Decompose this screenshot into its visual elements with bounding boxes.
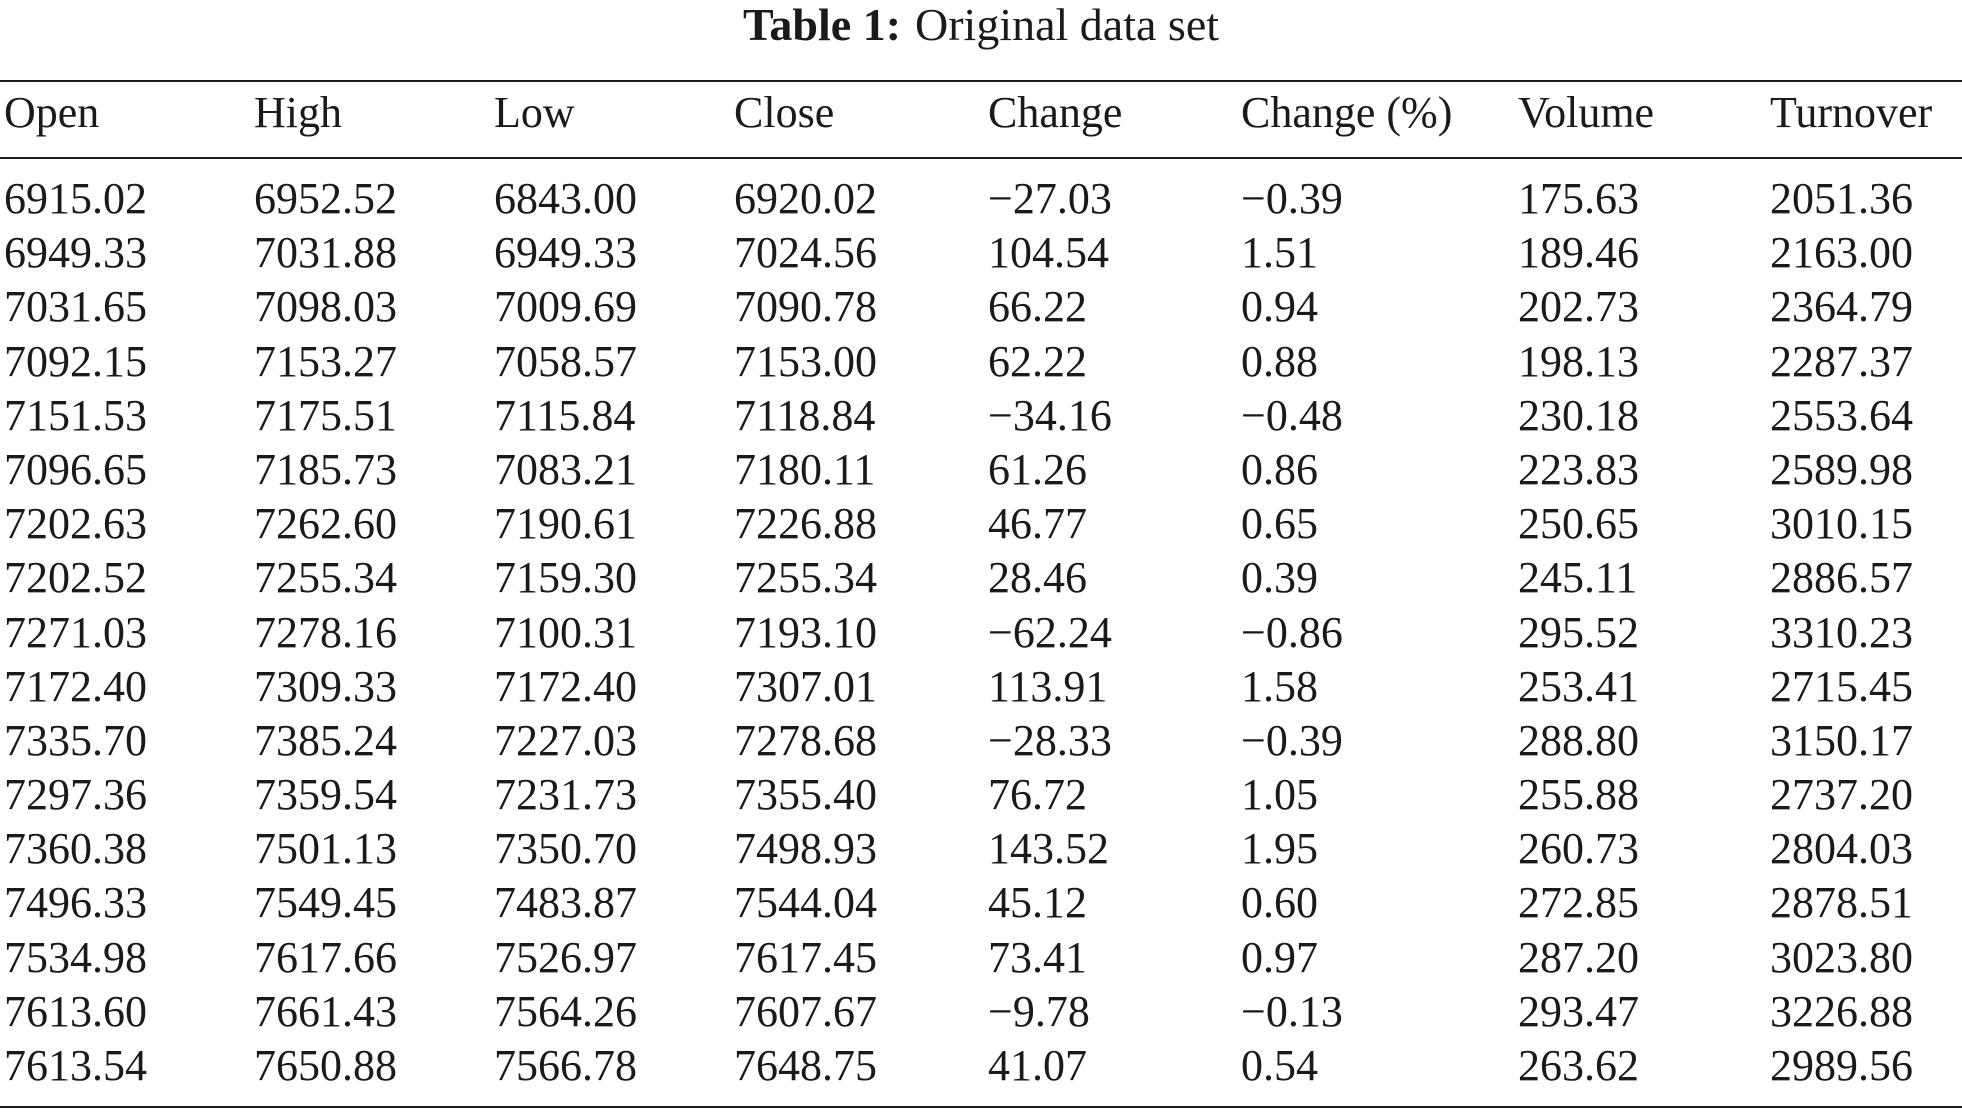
cell-change-percent: 0.94 — [1241, 282, 1318, 332]
cell-close: 7090.78 — [734, 282, 877, 332]
cell-high: 7309.33 — [254, 661, 397, 711]
cell-turnover: 2715.45 — [1770, 661, 1913, 711]
cell-low: 7009.69 — [494, 282, 637, 332]
cell-low: 6949.33 — [494, 228, 637, 278]
table-row — [0, 444, 1962, 502]
table-row — [0, 770, 1962, 827]
cell-change: 45.12 — [988, 878, 1087, 928]
cell-low: 7159.30 — [494, 553, 637, 603]
cell-change: −34.16 — [988, 390, 1112, 440]
cell-open: 7271.03 — [4, 607, 147, 657]
cell-volume: 253.41 — [1518, 661, 1639, 711]
cell-low: 7058.57 — [494, 336, 637, 386]
header-turnover: Turnover — [1770, 88, 1933, 137]
cell-high: 7650.88 — [254, 1041, 397, 1090]
cell-change: 76.72 — [988, 770, 1087, 820]
table-row — [0, 174, 1962, 231]
cell-close: 7355.40 — [734, 770, 877, 820]
cell-turnover: 2163.00 — [1770, 228, 1913, 278]
cell-change-percent: 0.39 — [1241, 553, 1318, 603]
cell-open: 7613.60 — [4, 986, 147, 1036]
cell-turnover: 2589.98 — [1770, 444, 1913, 494]
cell-turnover: 3010.15 — [1770, 499, 1913, 549]
cell-change-percent: 1.51 — [1241, 228, 1318, 278]
cell-turnover: 2804.03 — [1770, 824, 1913, 874]
header-low: Low — [494, 88, 575, 137]
header-change-percent: Change (%) — [1241, 88, 1453, 137]
cell-low: 7083.21 — [494, 444, 637, 494]
cell-low: 7100.31 — [494, 607, 637, 657]
cell-open: 7613.54 — [4, 1041, 147, 1090]
cell-open: 7031.65 — [4, 282, 147, 332]
cell-change-percent: 0.65 — [1241, 499, 1318, 549]
cell-change: 28.46 — [988, 553, 1087, 603]
cell-open: 7202.63 — [4, 499, 147, 549]
cell-change: 73.41 — [988, 932, 1087, 982]
cell-high: 7549.45 — [254, 878, 397, 928]
header-high: High — [254, 88, 342, 137]
cell-high: 6952.52 — [254, 174, 397, 223]
cell-high: 7501.13 — [254, 824, 397, 874]
cell-turnover: 3310.23 — [1770, 607, 1913, 657]
table-row — [0, 1041, 1962, 1098]
cell-close: 7307.01 — [734, 661, 877, 711]
cell-change: 41.07 — [988, 1041, 1087, 1090]
cell-open: 7096.65 — [4, 444, 147, 494]
header-open: Open — [4, 88, 100, 137]
cell-change: −62.24 — [988, 607, 1112, 657]
cell-change-percent: −0.86 — [1241, 607, 1343, 657]
cell-close: 7255.34 — [734, 553, 877, 603]
cell-turnover: 3023.80 — [1770, 932, 1913, 982]
cell-change-percent: −0.13 — [1241, 986, 1343, 1036]
cell-change-percent: 1.95 — [1241, 824, 1318, 874]
cell-close: 7153.00 — [734, 336, 877, 386]
cell-open: 7151.53 — [4, 390, 147, 440]
cell-open: 6949.33 — [4, 228, 147, 278]
table-row — [0, 661, 1962, 719]
cell-change-percent: 0.86 — [1241, 444, 1318, 494]
table-row — [0, 390, 1962, 448]
table-caption — [0, 2, 1962, 48]
cell-change: 62.22 — [988, 336, 1087, 386]
cell-change-percent: 1.05 — [1241, 770, 1318, 820]
cell-volume: 223.83 — [1518, 444, 1639, 494]
table-body — [0, 174, 1962, 1098]
cell-change: 66.22 — [988, 282, 1087, 332]
table-caption-text: Original data set — [915, 0, 1220, 50]
table-row — [0, 932, 1962, 990]
cell-turnover: 3150.17 — [1770, 715, 1913, 765]
cell-turnover: 2553.64 — [1770, 390, 1913, 440]
cell-open: 7335.70 — [4, 715, 147, 765]
cell-open: 7172.40 — [4, 661, 147, 711]
cell-high: 7617.66 — [254, 932, 397, 982]
cell-high: 7661.43 — [254, 986, 397, 1036]
cell-change-percent: 0.60 — [1241, 878, 1318, 928]
cell-change-percent: −0.39 — [1241, 174, 1343, 223]
cell-volume: 272.85 — [1518, 878, 1639, 928]
cell-high: 7098.03 — [254, 282, 397, 332]
cell-open: 7534.98 — [4, 932, 147, 982]
cell-change: 46.77 — [988, 499, 1087, 549]
table-row — [0, 986, 1962, 1044]
cell-high: 7262.60 — [254, 499, 397, 549]
top-rule — [0, 80, 1962, 82]
header-volume: Volume — [1518, 88, 1655, 137]
cell-open: 6915.02 — [4, 174, 147, 223]
header-close: Close — [734, 88, 835, 137]
table-row — [0, 715, 1962, 773]
cell-volume: 198.13 — [1518, 336, 1639, 386]
cell-close: 7498.93 — [734, 824, 877, 874]
cell-low: 7115.84 — [494, 390, 636, 440]
cell-high: 7255.34 — [254, 553, 397, 603]
cell-close: 7607.67 — [734, 986, 877, 1036]
cell-volume: 260.73 — [1518, 824, 1639, 874]
cell-low: 7564.26 — [494, 986, 637, 1036]
cell-change-percent: 1.58 — [1241, 661, 1318, 711]
cell-close: 7118.84 — [734, 390, 876, 440]
cell-low: 7190.61 — [494, 499, 637, 549]
cell-change-percent: 0.54 — [1241, 1041, 1318, 1090]
cell-volume: 202.73 — [1518, 282, 1639, 332]
cell-change-percent: 0.97 — [1241, 932, 1318, 982]
cell-change-percent: 0.88 — [1241, 336, 1318, 386]
cell-high: 7031.88 — [254, 228, 397, 278]
cell-volume: 255.88 — [1518, 770, 1639, 820]
cell-change: −27.03 — [988, 174, 1112, 223]
cell-turnover: 2886.57 — [1770, 553, 1913, 603]
cell-volume: 175.63 — [1518, 174, 1639, 223]
cell-change: 113.91 — [988, 661, 1108, 711]
cell-turnover: 2287.37 — [1770, 336, 1913, 386]
bottom-rule — [0, 1106, 1962, 1108]
table-caption-label: Table 1: — [742, 0, 902, 50]
cell-open: 7496.33 — [4, 878, 147, 928]
cell-change: −28.33 — [988, 715, 1112, 765]
table-row — [0, 878, 1962, 935]
cell-volume: 293.47 — [1518, 986, 1639, 1036]
cell-close: 7193.10 — [734, 607, 877, 657]
cell-low: 7566.78 — [494, 1041, 637, 1090]
cell-close: 7544.04 — [734, 878, 877, 928]
cell-volume: 287.20 — [1518, 932, 1639, 982]
cell-high: 7175.51 — [254, 390, 397, 440]
header-change: Change — [988, 88, 1123, 137]
cell-change-percent: −0.48 — [1241, 390, 1343, 440]
cell-close: 7226.88 — [734, 499, 877, 549]
cell-open: 7202.52 — [4, 553, 147, 603]
cell-high: 7278.16 — [254, 607, 397, 657]
cell-close: 6920.02 — [734, 174, 877, 223]
table-header-row — [0, 88, 1962, 141]
cell-low: 6843.00 — [494, 174, 637, 223]
cell-volume: 288.80 — [1518, 715, 1639, 765]
cell-volume: 230.18 — [1518, 390, 1639, 440]
cell-turnover: 2989.56 — [1770, 1041, 1913, 1090]
cell-low: 7350.70 — [494, 824, 637, 874]
cell-close: 7278.68 — [734, 715, 877, 765]
cell-change: 104.54 — [988, 228, 1109, 278]
table-row — [0, 336, 1962, 394]
cell-open: 7092.15 — [4, 336, 147, 386]
table-row — [0, 607, 1962, 665]
cell-change: 143.52 — [988, 824, 1109, 874]
cell-low: 7483.87 — [494, 878, 637, 928]
table-row — [0, 228, 1962, 285]
cell-turnover: 2364.79 — [1770, 282, 1913, 332]
cell-low: 7231.73 — [494, 770, 637, 820]
cell-change: 61.26 — [988, 444, 1087, 494]
cell-volume: 250.65 — [1518, 499, 1639, 549]
cell-low: 7526.97 — [494, 932, 637, 982]
cell-high: 7153.27 — [254, 336, 397, 386]
cell-volume: 295.52 — [1518, 607, 1639, 657]
cell-low: 7172.40 — [494, 661, 637, 711]
cell-open: 7297.36 — [4, 770, 147, 820]
table-row — [0, 553, 1962, 610]
cell-low: 7227.03 — [494, 715, 637, 765]
cell-close: 7024.56 — [734, 228, 877, 278]
cell-high: 7385.24 — [254, 715, 397, 765]
cell-turnover: 3226.88 — [1770, 986, 1913, 1036]
cell-close: 7648.75 — [734, 1041, 877, 1090]
cell-change-percent: −0.39 — [1241, 715, 1343, 765]
cell-volume: 245.11 — [1518, 553, 1638, 603]
cell-close: 7617.45 — [734, 932, 877, 982]
cell-turnover: 2878.51 — [1770, 878, 1913, 928]
cell-open: 7360.38 — [4, 824, 147, 874]
cell-volume: 263.62 — [1518, 1041, 1639, 1090]
cell-change: −9.78 — [988, 986, 1090, 1036]
cell-high: 7185.73 — [254, 444, 397, 494]
cell-high: 7359.54 — [254, 770, 397, 820]
cell-volume: 189.46 — [1518, 228, 1639, 278]
cell-turnover: 2051.36 — [1770, 174, 1913, 223]
cell-close: 7180.11 — [734, 444, 876, 494]
cell-turnover: 2737.20 — [1770, 770, 1913, 820]
header-rule — [0, 157, 1962, 159]
table-row — [0, 282, 1962, 339]
table-row — [0, 824, 1962, 881]
table-row — [0, 499, 1962, 556]
